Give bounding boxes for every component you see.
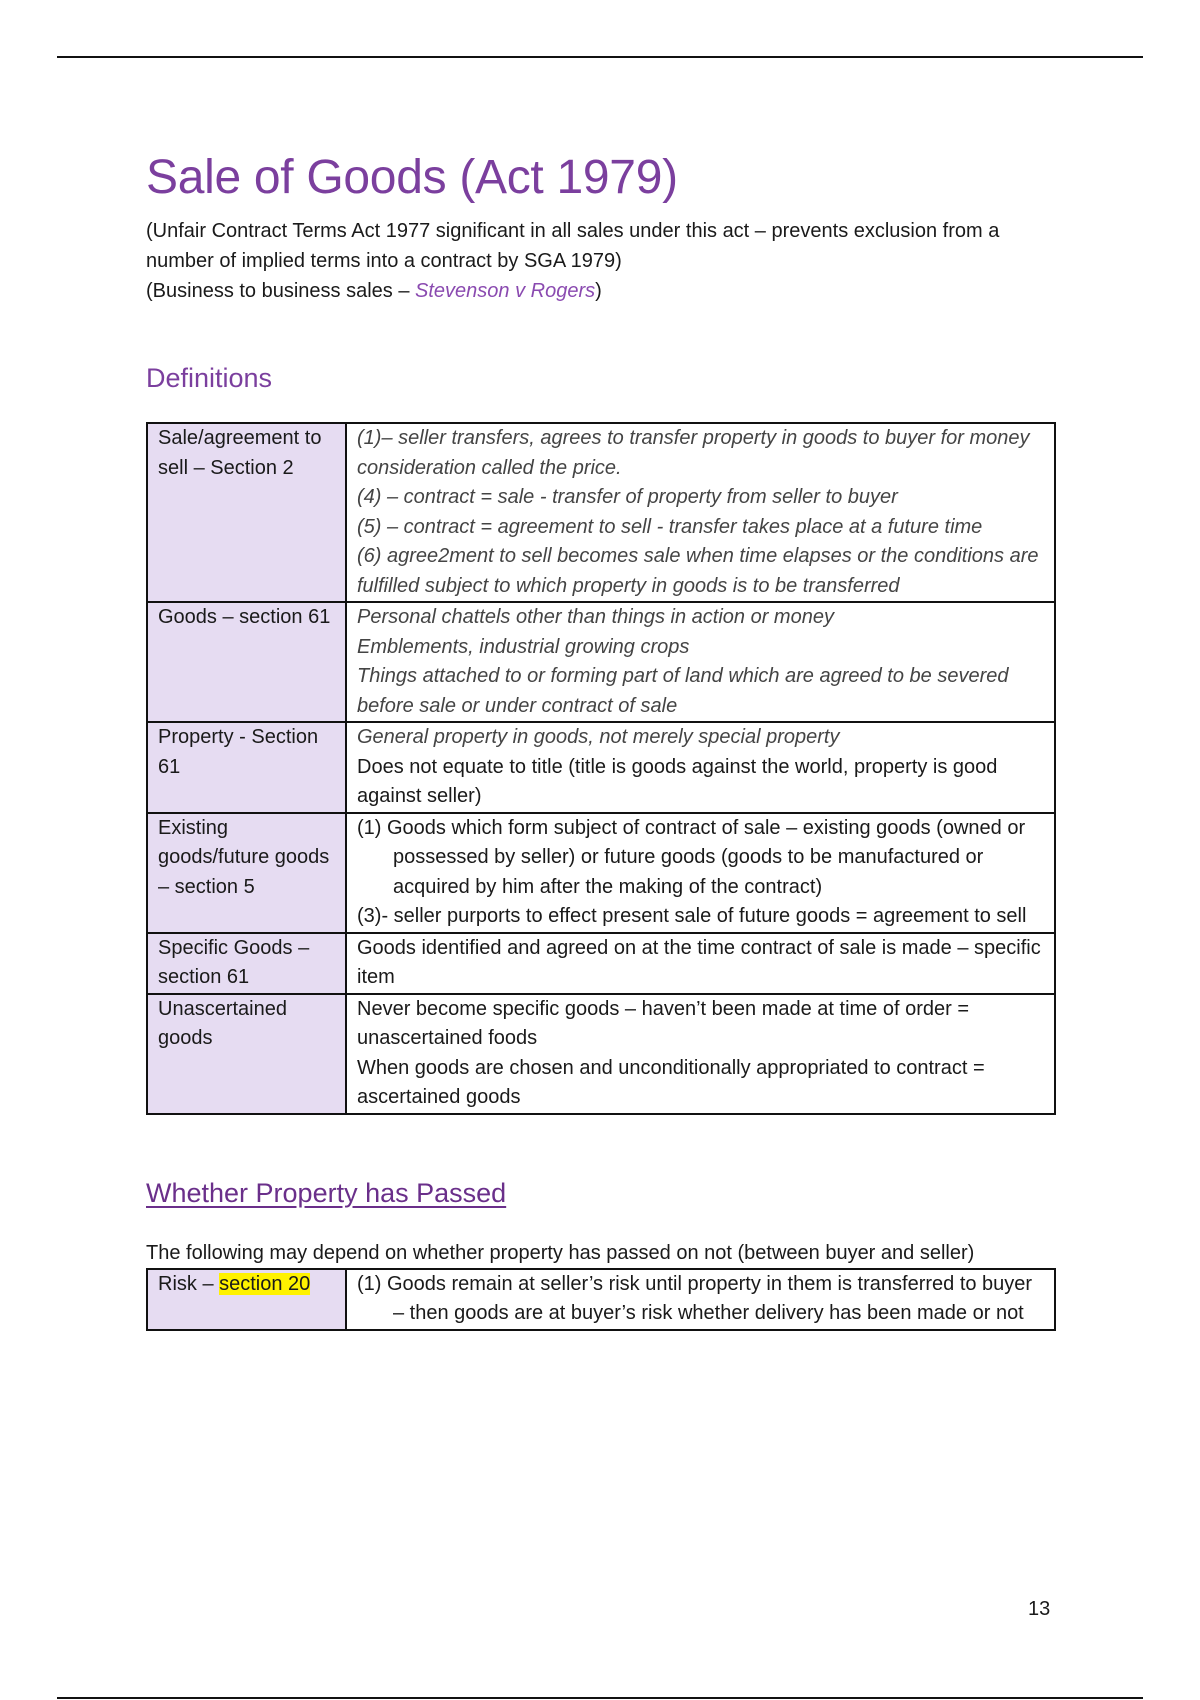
term-cell: Property - Section 61 — [147, 722, 346, 813]
description-line: Goods identified and agreed on at the time contract of sale is made – specific item — [357, 936, 1041, 988]
description-line: (5) – contract = agreement to sell - transfer takes place at a future time — [357, 515, 983, 538]
description-line: (6) agree2ment to sell becomes sale when time elapses or the conditions are fulfilled subject to which property in goods is to be transferred — [357, 545, 1039, 597]
description-line: General property in goods, not merely special property — [357, 726, 840, 748]
page-title: Sale of Goods (Act 1979) — [146, 151, 678, 204]
property-heading: Whether Property has Passed — [146, 1177, 507, 1208]
description-line: When goods are chosen and unconditionally appropriated to contract = ascertained goods — [357, 1056, 985, 1108]
description-line: (3)- seller purports to effect present sale of future goods = agreement to sell — [357, 905, 1027, 927]
description-cell — [346, 602, 1055, 722]
term-cell: Sale/agreement to sell – Section 2 — [147, 423, 346, 602]
description-cell — [346, 813, 1055, 933]
table-row — [147, 602, 1055, 722]
page-content — [146, 150, 1056, 1331]
numbered-item: (1) Goods which form subject of contract of sale – existing goods (owned or possessed by seller) or future goods (goods to be manufactured or acquired by him after the making of the contract) — [357, 816, 1026, 898]
description-cell — [346, 994, 1055, 1114]
table-row — [147, 423, 1055, 602]
intro-line-2-prefix: (Business to business sales – — [146, 280, 416, 302]
bottom-rule — [57, 1697, 1143, 1699]
description-line: Personal chattels other than things in action or money — [357, 606, 834, 628]
page-number: 13 — [1028, 1598, 1051, 1620]
description-line: (4) – contract = sale - transfer of property from seller to buyer — [357, 486, 898, 508]
description-line: Does not equate to title (title is goods against the world, property is good against seller) — [357, 755, 998, 807]
description-cell — [346, 933, 1055, 994]
table-row — [147, 813, 1055, 933]
definitions-table — [146, 422, 1056, 1115]
definitions-heading: Definitions — [146, 363, 273, 393]
table-row — [147, 722, 1055, 813]
risk-term-prefix: Risk – — [158, 1272, 220, 1295]
intro-paragraph — [146, 216, 1056, 306]
intro-line-1: (Unfair Contract Terms Act 1977 significant in all sales under this act – prevents exclusion from a number of implied terms into a contract by SGA 1979) — [146, 220, 1000, 272]
property-paragraph: The following may depend on whether property has passed on not (between buyer and seller) — [146, 1241, 975, 1264]
intro-line-2-suffix: ) — [595, 280, 602, 302]
description-line: (1)– seller transfers, agrees to transfer property in goods to buyer for money consideration called the price. — [357, 427, 1030, 479]
description-cell — [346, 1269, 1055, 1330]
description-line: Emblements, industrial growing crops — [357, 635, 690, 658]
term-cell — [147, 1269, 346, 1330]
table-row — [147, 1269, 1055, 1330]
table-row — [147, 994, 1055, 1114]
highlighted-section: section 20 — [219, 1272, 311, 1295]
numbered-item: (1) Goods remain at seller’s risk until property in them is transferred to buyer – then goods are at buyer’s risk whether delivery has been made or not — [357, 1272, 1033, 1324]
term-cell: Unascertained goods — [147, 994, 346, 1114]
description-cell — [346, 722, 1055, 813]
risk-table — [146, 1268, 1056, 1331]
term-cell: Specific Goods – section 61 — [147, 933, 346, 994]
case-citation: Stevenson v Rogers — [415, 280, 596, 302]
table-row — [147, 933, 1055, 994]
term-cell: Existing goods/future goods – section 5 — [147, 813, 346, 933]
top-rule — [57, 56, 1143, 58]
term-cell: Goods – section 61 — [147, 602, 346, 722]
description-line: Things attached to or forming part of land which are agreed to be severed before sale or under contract of sale — [357, 665, 1009, 717]
description-cell — [346, 423, 1055, 602]
description-line: Never become specific goods – haven’t been made at time of order = unascertained foods — [357, 997, 970, 1049]
